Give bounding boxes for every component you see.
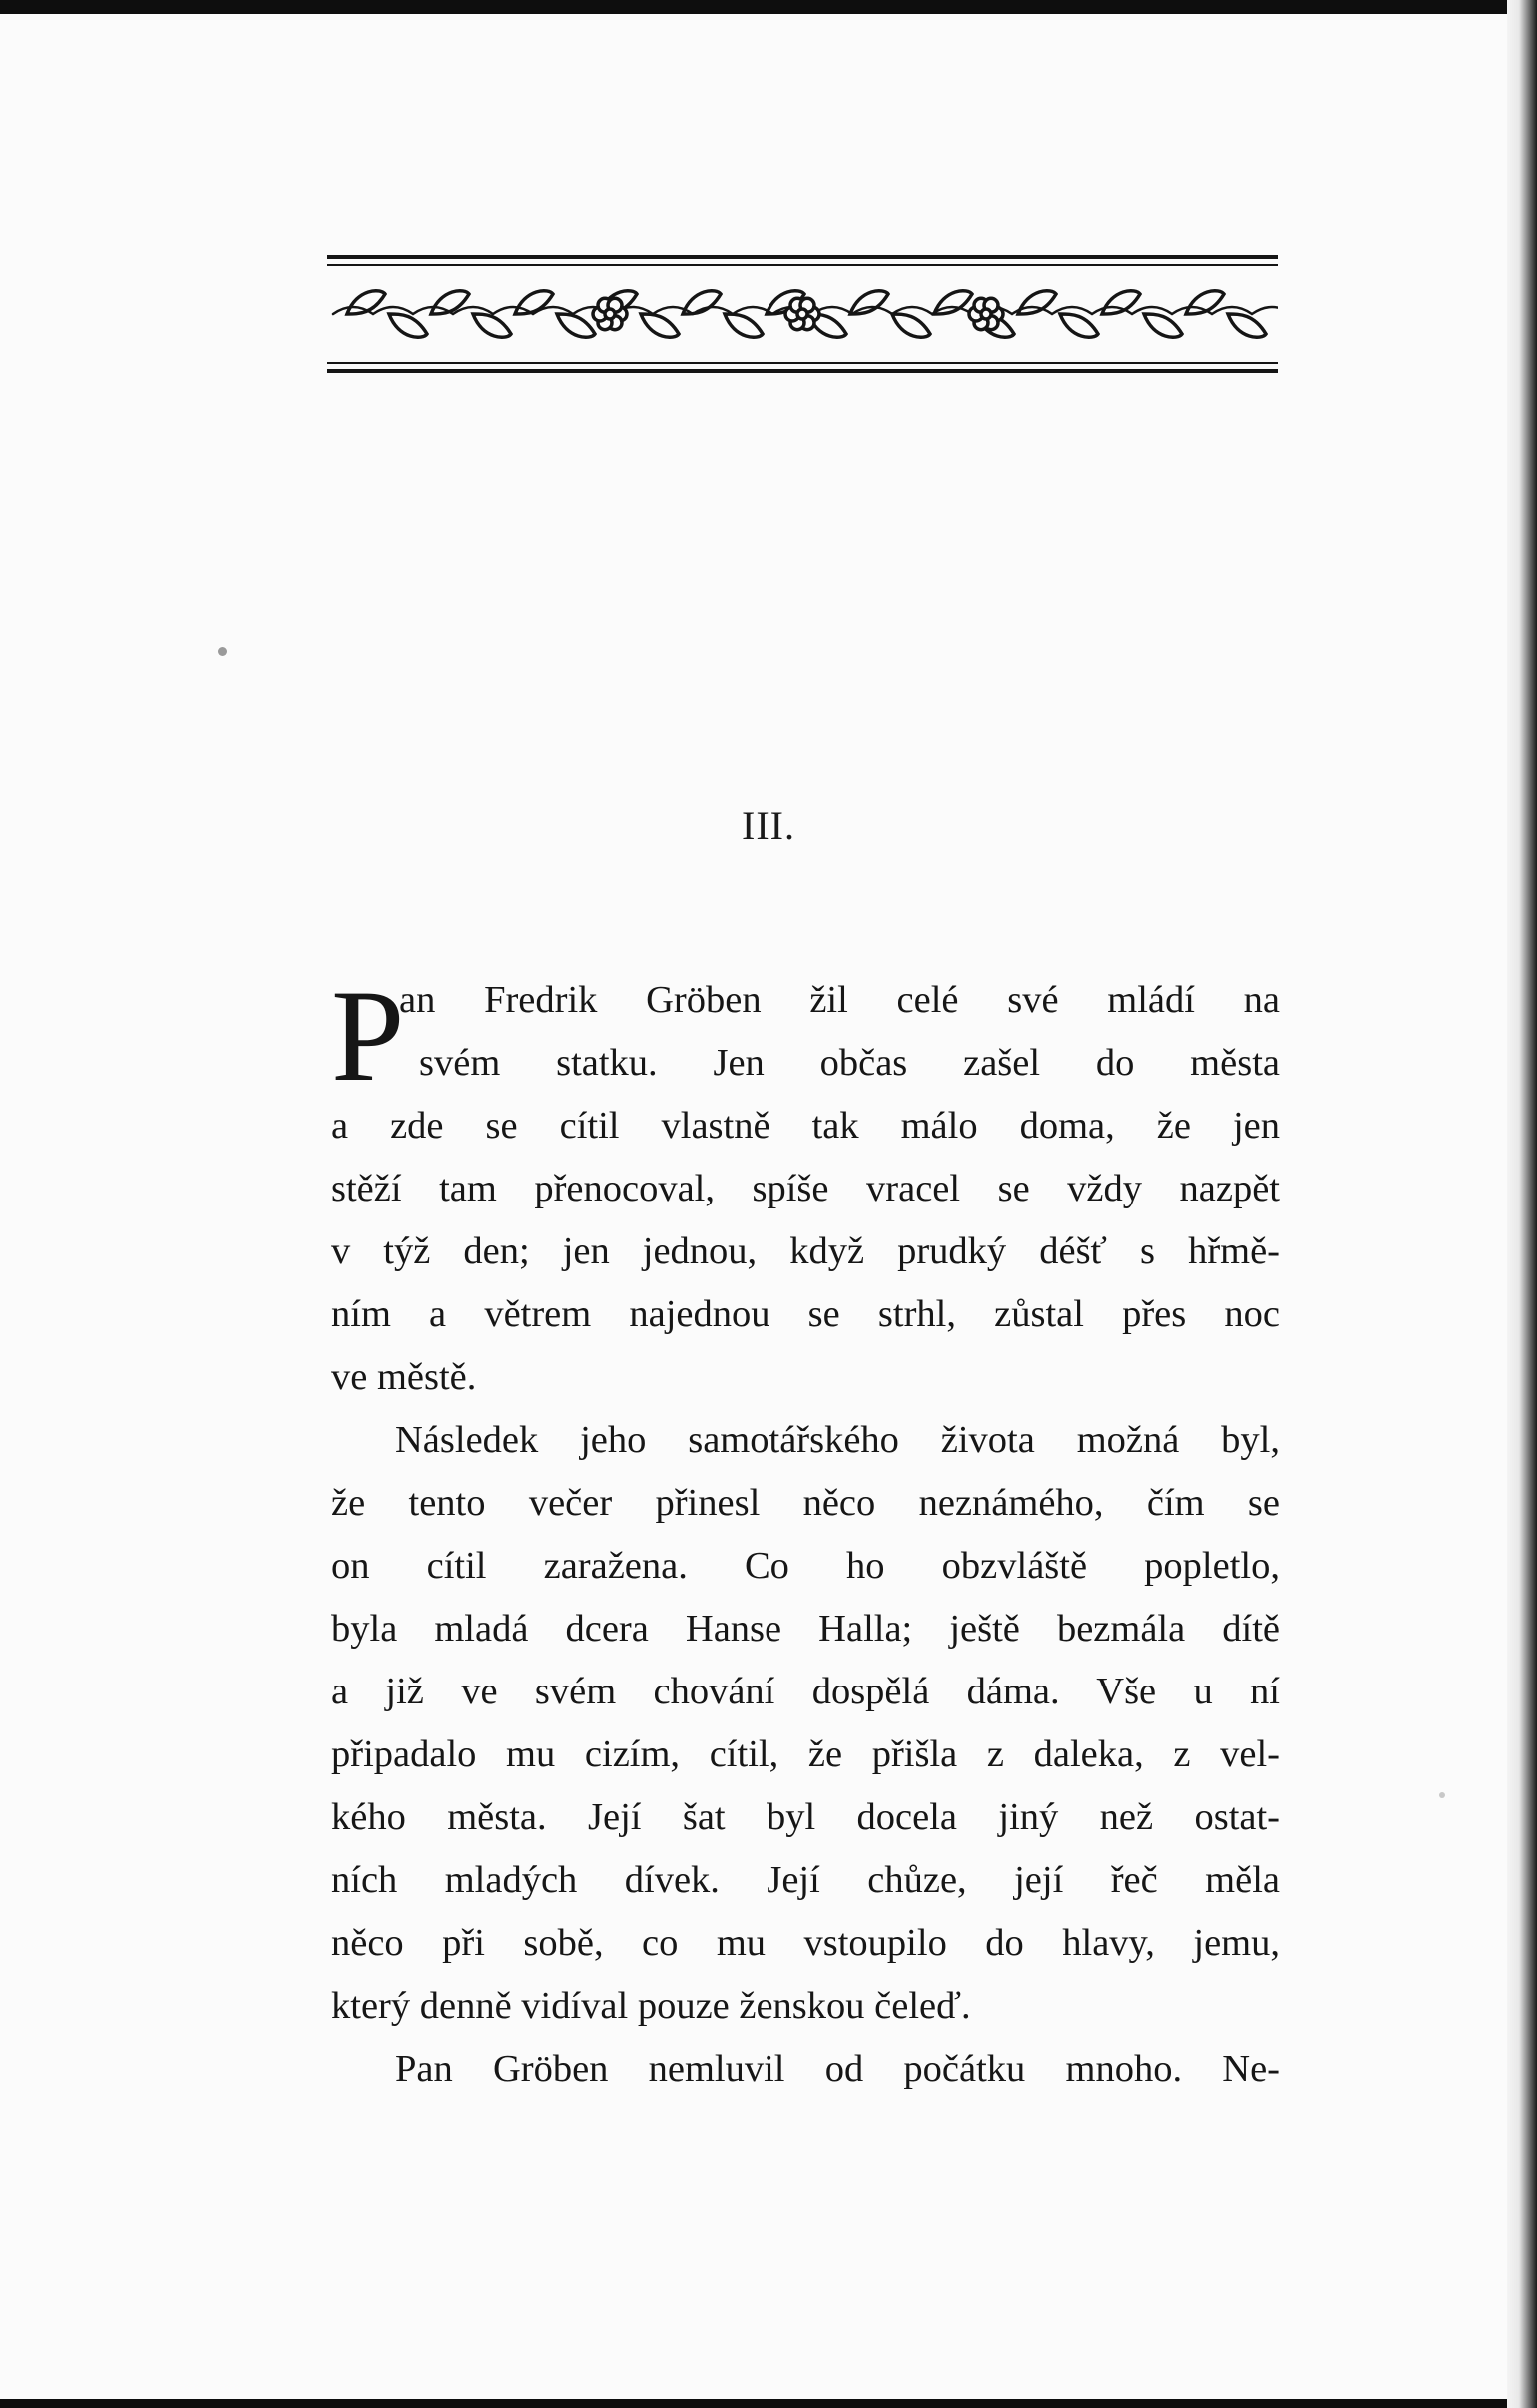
text-line: on cítil zaražena. Co ho obzvláště popletlo, (331, 1545, 1280, 1587)
text-line: že tento večer přinesl něco neznámého, čím se (331, 1482, 1280, 1524)
page-edge-shadow (1507, 0, 1537, 2408)
text-line: něco při sobě, co mu vstoupilo do hlavy, jemu, (331, 1922, 1280, 1964)
paragraph-3 (331, 2038, 1280, 2101)
text-line: a zde se cítil vlastně tak málo doma, že jen (331, 1105, 1280, 1147)
text-line: byla mladá dcera Hanse Halla; ještě bezmála dítě (331, 1608, 1280, 1650)
text-line: Pan Gröben nemluvil od počátku mnoho. Ne- (395, 2048, 1280, 2090)
floral-vine-border-icon (327, 253, 1278, 375)
chapter-number: III. (742, 803, 795, 848)
text-line: a již ve svém chování dospělá dáma. Vše u ní (331, 1671, 1280, 1712)
text-line: ních mladých dívek. Její chůze, její řeč měla (331, 1859, 1280, 1901)
text-line: Následek jeho samotářského života možná byl, (395, 1419, 1280, 1461)
paper-speck (1439, 1792, 1445, 1798)
drop-cap: P (331, 962, 405, 1109)
text-line: ním a větrem najednou se strhl, zůstal přes noc (331, 1293, 1280, 1335)
text-line: v týž den; jen jednou, když prudký déšť s hřmě- (331, 1230, 1280, 1272)
paper-speck (218, 647, 227, 656)
body-text (331, 962, 1280, 2101)
ornamental-headpiece (327, 253, 1278, 375)
text-line: ve městě. (331, 1356, 477, 1398)
text-line: svém statku. Jen občas zašel do města (419, 1042, 1280, 1084)
text-line: který denně vidíval pouze ženskou čeleď. (331, 1985, 971, 2027)
text-line: připadalo mu cizím, cítil, že přišla z daleka, z vel- (331, 1733, 1280, 1775)
book-page (0, 14, 1507, 2399)
paragraph-1 (331, 962, 1280, 1409)
text-line: stěží tam přenocoval, spíše vracel se vždy nazpět (331, 1168, 1280, 1209)
text-line: kého města. Její šat byl docela jiný než ostat- (331, 1796, 1280, 1838)
text-line: an Fredrik Gröben žil celé své mládí na (399, 979, 1280, 1021)
paragraph-2 (331, 1409, 1280, 2038)
